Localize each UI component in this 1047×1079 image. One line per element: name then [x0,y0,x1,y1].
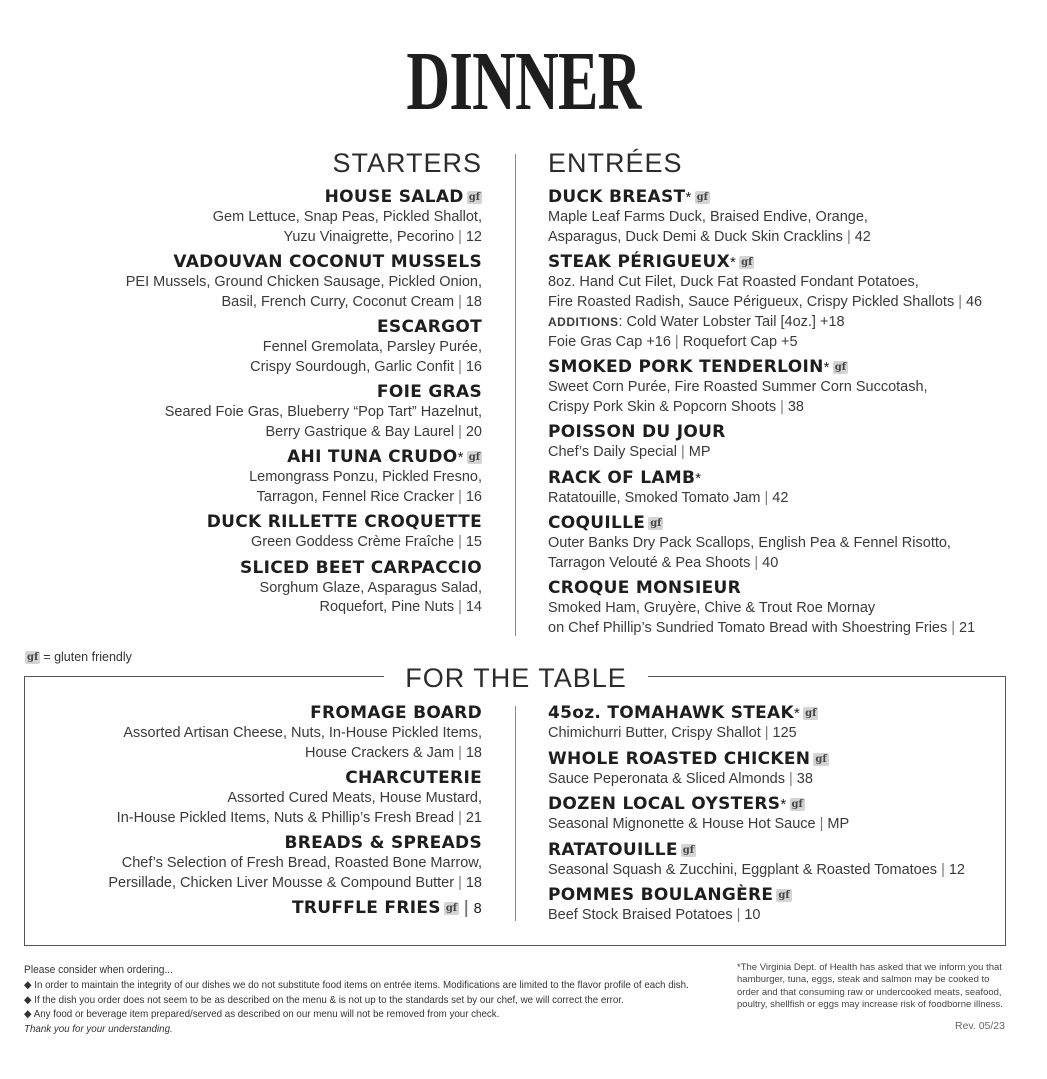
item-title: BREADS & SPREADS [284,833,482,853]
menu-item [548,578,982,638]
item-name [126,252,482,273]
description-text: Seasonal Squash & Zucchini, Eggplant & Roasted Tomatoes [548,861,938,878]
item-price: MP [688,444,711,460]
item-description [548,554,982,574]
item-description [126,273,482,293]
item-name [108,833,482,854]
item-description [108,874,482,894]
for-the-table-heading: FOR THE TABLE [405,663,627,693]
description-text: Berry Gastrique & Bay Laurel [265,423,455,440]
price-divider: | [458,874,462,891]
item-price: 21 [959,619,976,636]
table-left-list [108,703,482,925]
description-text: Smoked Ham, Gruyère, Chive & Trout Roe Mornay [548,600,876,616]
price-divider: | [958,293,962,310]
item-description [548,815,965,835]
menu-item [126,187,482,247]
item-title: DOZEN LOCAL OYSTERS [548,794,781,814]
description-text: on Chef Phillip’s Sundried Tomato Bread with Shoestring Fries [548,619,948,636]
item-name [126,382,482,403]
menu-item [126,317,482,377]
item-description [108,809,482,829]
item-price: 42 [772,489,789,506]
item-price: 12 [948,861,965,878]
price-divider: | [674,333,679,350]
item-description [548,599,982,619]
menu-item [108,898,482,920]
item-description [548,534,982,554]
description-text: Chef’s Selection of Fresh Bread, Roasted Bone Marrow, [121,855,482,871]
item-description [126,403,482,423]
item-description [126,338,482,358]
item-name [548,187,982,208]
item-description [126,423,482,443]
item-price: 18 [465,874,482,891]
gf-badge-icon: gf [650,518,662,529]
menu-item [548,422,982,463]
legend-text: = gluten friendly [43,650,132,664]
item-name [126,447,482,468]
item-price: 15 [465,534,482,550]
item-description [108,854,482,874]
raw-advisory-star: * [729,254,737,271]
description-text: Tarragon Velouté & Pea Shoots [548,554,751,571]
item-name [548,513,982,534]
menu-item [126,512,482,553]
menu-item [108,833,482,893]
description-text: Outer Banks Dry Pack Scallops, English Pea & Fennel Risotto, [548,535,951,551]
price-divider: | [458,599,462,615]
raw-advisory-star: * [780,796,787,813]
menu-item [548,749,965,790]
description-text: PEI Mussels, Ground Chicken Sausage, Pickled Onion, [125,274,482,290]
starters-heading: STARTERS [332,148,482,178]
item-name [126,558,482,579]
item-price: 46 [965,293,983,310]
description-text: House Crackers & Jam [305,744,455,761]
item-title: RATATOUILLE [548,839,678,860]
description-text: Sweet Corn Purée, Fire Roasted Summer Corn Succotash, [548,379,928,395]
item-description [126,468,482,488]
item-price: 125 [772,725,797,741]
item-title: HOUSE SALAD [324,187,464,207]
item-name [126,187,482,208]
description-text: Fennel Gremolata, Parsley Purée, [262,339,482,355]
description-text: Crispy Pork Skin & Popcorn Shoots [548,398,777,415]
item-description [108,789,482,809]
item-description [126,293,482,313]
menu-item [548,513,982,573]
item-name [126,317,482,338]
item-description [548,208,982,228]
gf-badge-icon: gf [682,844,695,856]
description-text: Roquefort, Pine Nuts [319,599,455,615]
price-divider: | [458,809,462,826]
price-divider: | [680,444,685,460]
note-row [24,1007,675,1022]
item-price: 16 [465,488,482,505]
gf-badge-icon: gf [805,708,817,719]
gf-badge-icon: gf [468,452,480,463]
revision-date: Rev. 05/23 [954,1020,1005,1032]
table-column-divider [515,706,516,921]
description-text: Basil, French Curry, Coconut Cream [221,293,455,310]
description-text: 8oz. Hand Cut Filet, Duck Fat Roasted Fondant Potatoes, [548,274,919,290]
item-title: COQUILLE [548,513,646,533]
item-price: 14 [465,599,482,615]
item-description [126,358,482,378]
gf-badge-icon: gf [741,257,753,268]
bullet-icon: ◆ [24,1008,32,1021]
item-price: 38 [796,770,813,787]
item-description [548,398,982,418]
item-title: TRUFFLE FRIES [291,898,441,918]
price-divider: | [458,488,462,505]
description-text: Lemongrass Ponzu, Pickled Fresno, [249,469,482,485]
description-text: Gem Lettuce, Snap Peas, Pickled Shallot, [212,209,482,225]
notes-heading: Please consider when ordering... [24,964,174,976]
raw-advisory-star: * [457,449,464,466]
item-description [126,598,482,618]
item-name [548,885,965,906]
bullet-icon: ◆ [24,978,32,991]
gf-badge-icon: gf [815,753,827,765]
price-divider: | [463,898,470,918]
item-price: 18 [465,293,482,310]
menu-item [548,794,965,835]
item-description [548,443,982,463]
menu-item [548,840,965,881]
item-title: VADOUVAN COCONUT MUSSELS [173,252,482,272]
description-text: Sorghum Glaze, Asparagus Salad, [259,579,482,596]
price-divider: | [846,228,851,245]
additions-label: ADDITIONS [548,315,619,329]
item-name [126,512,482,533]
item-description [126,488,482,508]
item-name [548,703,965,724]
item-title: CHARCUTERIE [345,768,482,788]
item-price: 16 [465,358,482,375]
description-text: Seared Foie Gras, Blueberry “Pop Tart” Hazelnut, [164,404,482,420]
raw-advisory-star: * [823,359,830,376]
note-row [24,993,675,1008]
item-description [548,906,965,926]
menu-item [548,357,982,417]
menu-item [548,187,982,247]
gf-badge-icon: gf [468,192,480,203]
item-price: MP [827,816,850,832]
additions-line [548,313,982,333]
item-description [126,579,482,599]
item-title: FROMAGE BOARD [310,703,482,723]
price-divider: | [754,554,759,571]
entrees-heading: ENTRÉES [548,148,683,178]
price-divider: | [764,725,769,741]
item-price: 42 [854,228,871,245]
price-divider: | [458,534,462,550]
starters-list [126,187,482,623]
item-title: POMMES BOULANGÈRE [548,885,774,905]
description-text: Beef Stock Braised Potatoes [548,907,733,923]
price-divider: | [458,228,462,245]
raw-advisory-star: * [793,705,801,722]
item-price: 40 [762,554,779,571]
description-text: Ratatouille, Smoked Tomato Jam [548,489,761,506]
item-title: WHOLE ROASTED CHICKEN [548,748,811,769]
gluten-legend [25,650,132,664]
item-title: AHI TUNA CRUDO [287,447,458,467]
description-text: Crispy Sourdough, Garlic Confit [250,358,455,375]
raw-advisory-star: * [685,189,692,206]
item-description [548,378,982,398]
gf-badge-icon: gf [834,362,847,373]
item-title: SMOKED PORK TENDERLOIN [548,357,824,377]
item-price: 8 [473,901,482,917]
item-name [548,252,982,273]
health-advisory: *The Virginia Dept. of Health has asked that we inform you that hamburger, tuna, eggs, steak and salmon may be cooked to order and that consuming raw or undercooked meats, seafood, poultry, shellfish or eggs may increase risk of foodborne illness. [737,962,1003,1010]
price-divider: | [458,358,462,375]
ordering-notes [24,963,689,1037]
description-text: Seasonal Mignonette & House Hot Sauce [548,816,816,832]
item-description [548,273,982,293]
item-title: POISSON DU JOUR [548,422,726,442]
item-description [548,770,965,790]
item-description [108,744,482,764]
item-title: SLICED BEET CARPACCIO [239,557,482,578]
additions-line [548,333,982,353]
menu-title: DINNER [406,35,641,128]
menu-item [548,252,982,352]
gf-badge-icon: gf [696,192,708,203]
item-title: DUCK RILLETTE CROQUETTE [206,512,482,532]
gf-badge-icon: gf [791,799,803,810]
item-name [548,749,965,770]
description-text: Maple Leaf Farms Duck, Braised Endive, Orange, [548,209,868,225]
item-name [108,703,482,724]
description-text: Asparagus, Duck Demi & Duck Skin Cracklins [548,228,843,245]
item-price: 10 [744,907,761,923]
item-description [548,861,965,881]
item-description [126,208,482,228]
menu-item [548,703,965,744]
description-text: Assorted Cured Meats, House Mustard, [227,790,482,806]
menu-item [108,703,482,763]
item-name [548,357,982,378]
gf-badge-icon: gf [778,890,790,901]
price-divider: | [788,770,793,787]
menu-item [126,382,482,442]
description-text: Sauce Peperonata & Sliced Almonds [548,770,785,787]
thanks-text: Thank you for your understanding. [24,1023,173,1036]
menu-item [126,558,482,618]
item-title: DUCK BREAST [548,187,686,207]
price-divider: | [736,907,741,923]
price-divider: | [458,293,462,310]
price-divider: | [458,744,462,761]
item-title: STEAK PÉRIGUEUX [548,252,730,272]
menu-item [126,447,482,507]
item-description [126,533,482,553]
item-description [548,724,965,744]
note-text: In order to maintain the integrity of our dishes we do not substitute food items on entrée items. Modifications are limited to the flavor profile of each dish. [34,978,689,991]
price-divider: | [780,398,784,415]
price-divider: | [764,489,769,506]
note-text: Any food or beverage item prepared/served as described on our menu will not be removed from your check. [33,1008,500,1021]
item-name [108,768,482,789]
gf-badge-icon: gf [27,652,39,663]
raw-advisory-star: * [695,469,702,487]
description-text: Green Goddess Crème Fraîche [250,534,455,550]
item-description [126,228,482,248]
item-price: 38 [787,398,804,415]
for-the-table-heading-wrap [384,660,648,696]
gf-badge-icon: gf [445,903,458,914]
additions-text: Roquefort Cap +5 [682,333,798,350]
item-description [108,724,482,744]
price-divider: | [951,619,956,636]
additions-text: Foie Gras Cap +16 [548,333,671,350]
description-text: Persillade, Chicken Liver Mousse & Compound Butter [108,874,455,891]
description-text: Tarragon, Fennel Rice Cracker [256,488,455,505]
item-price: 18 [465,744,482,761]
description-text: Chef’s Daily Special [548,444,677,460]
entrees-list [548,187,982,643]
description-text: Fire Roasted Radish, Sauce Périgueux, Crispy Pickled Shallots [548,293,955,310]
item-description [548,228,982,248]
item-name [548,578,982,599]
item-title: 45oz. TOMAHAWK STEAK [548,703,794,723]
bullet-icon: ◆ [24,993,32,1006]
item-name [548,794,965,815]
description-text: Yuzu Vinaigrette, Pecorino [283,228,455,245]
note-text: If the dish you order does not seem to be as described on the menu & is not up to the standards set by our chef, we will correct the error. [34,993,624,1006]
item-name [548,840,965,861]
price-divider: | [458,423,462,440]
description-text: Assorted Artisan Cheese, Nuts, In-House Pickled Items, [123,725,482,741]
item-name [548,422,982,443]
item-price: 12 [465,228,482,245]
item-title: CROQUE MONSIEUR [548,578,741,598]
item-price: 21 [465,809,482,826]
description-text: In-House Pickled Items, Nuts & Phillip’s Fresh Bread [116,809,455,826]
menu-item [548,468,982,509]
item-description [548,619,982,639]
menu-item [108,768,482,828]
price-divider: | [819,816,824,832]
additions-text: : Cold Water Lobster Tail [4oz.] +18 [618,314,845,330]
item-description [548,293,982,313]
menu-item [126,252,482,312]
item-description [548,489,982,509]
item-name [108,898,482,920]
item-title: FOIE GRAS [376,382,482,402]
note-row [24,978,689,993]
item-title: RACK OF LAMB [548,467,696,488]
item-price: 20 [465,423,482,440]
menu-item [548,885,965,926]
item-title: ESCARGOT [377,317,482,337]
column-divider [515,154,516,636]
price-divider: | [941,861,945,878]
table-right-list [548,703,965,931]
description-text: Chimichurri Butter, Crispy Shallot [548,725,761,741]
item-name [548,468,982,489]
